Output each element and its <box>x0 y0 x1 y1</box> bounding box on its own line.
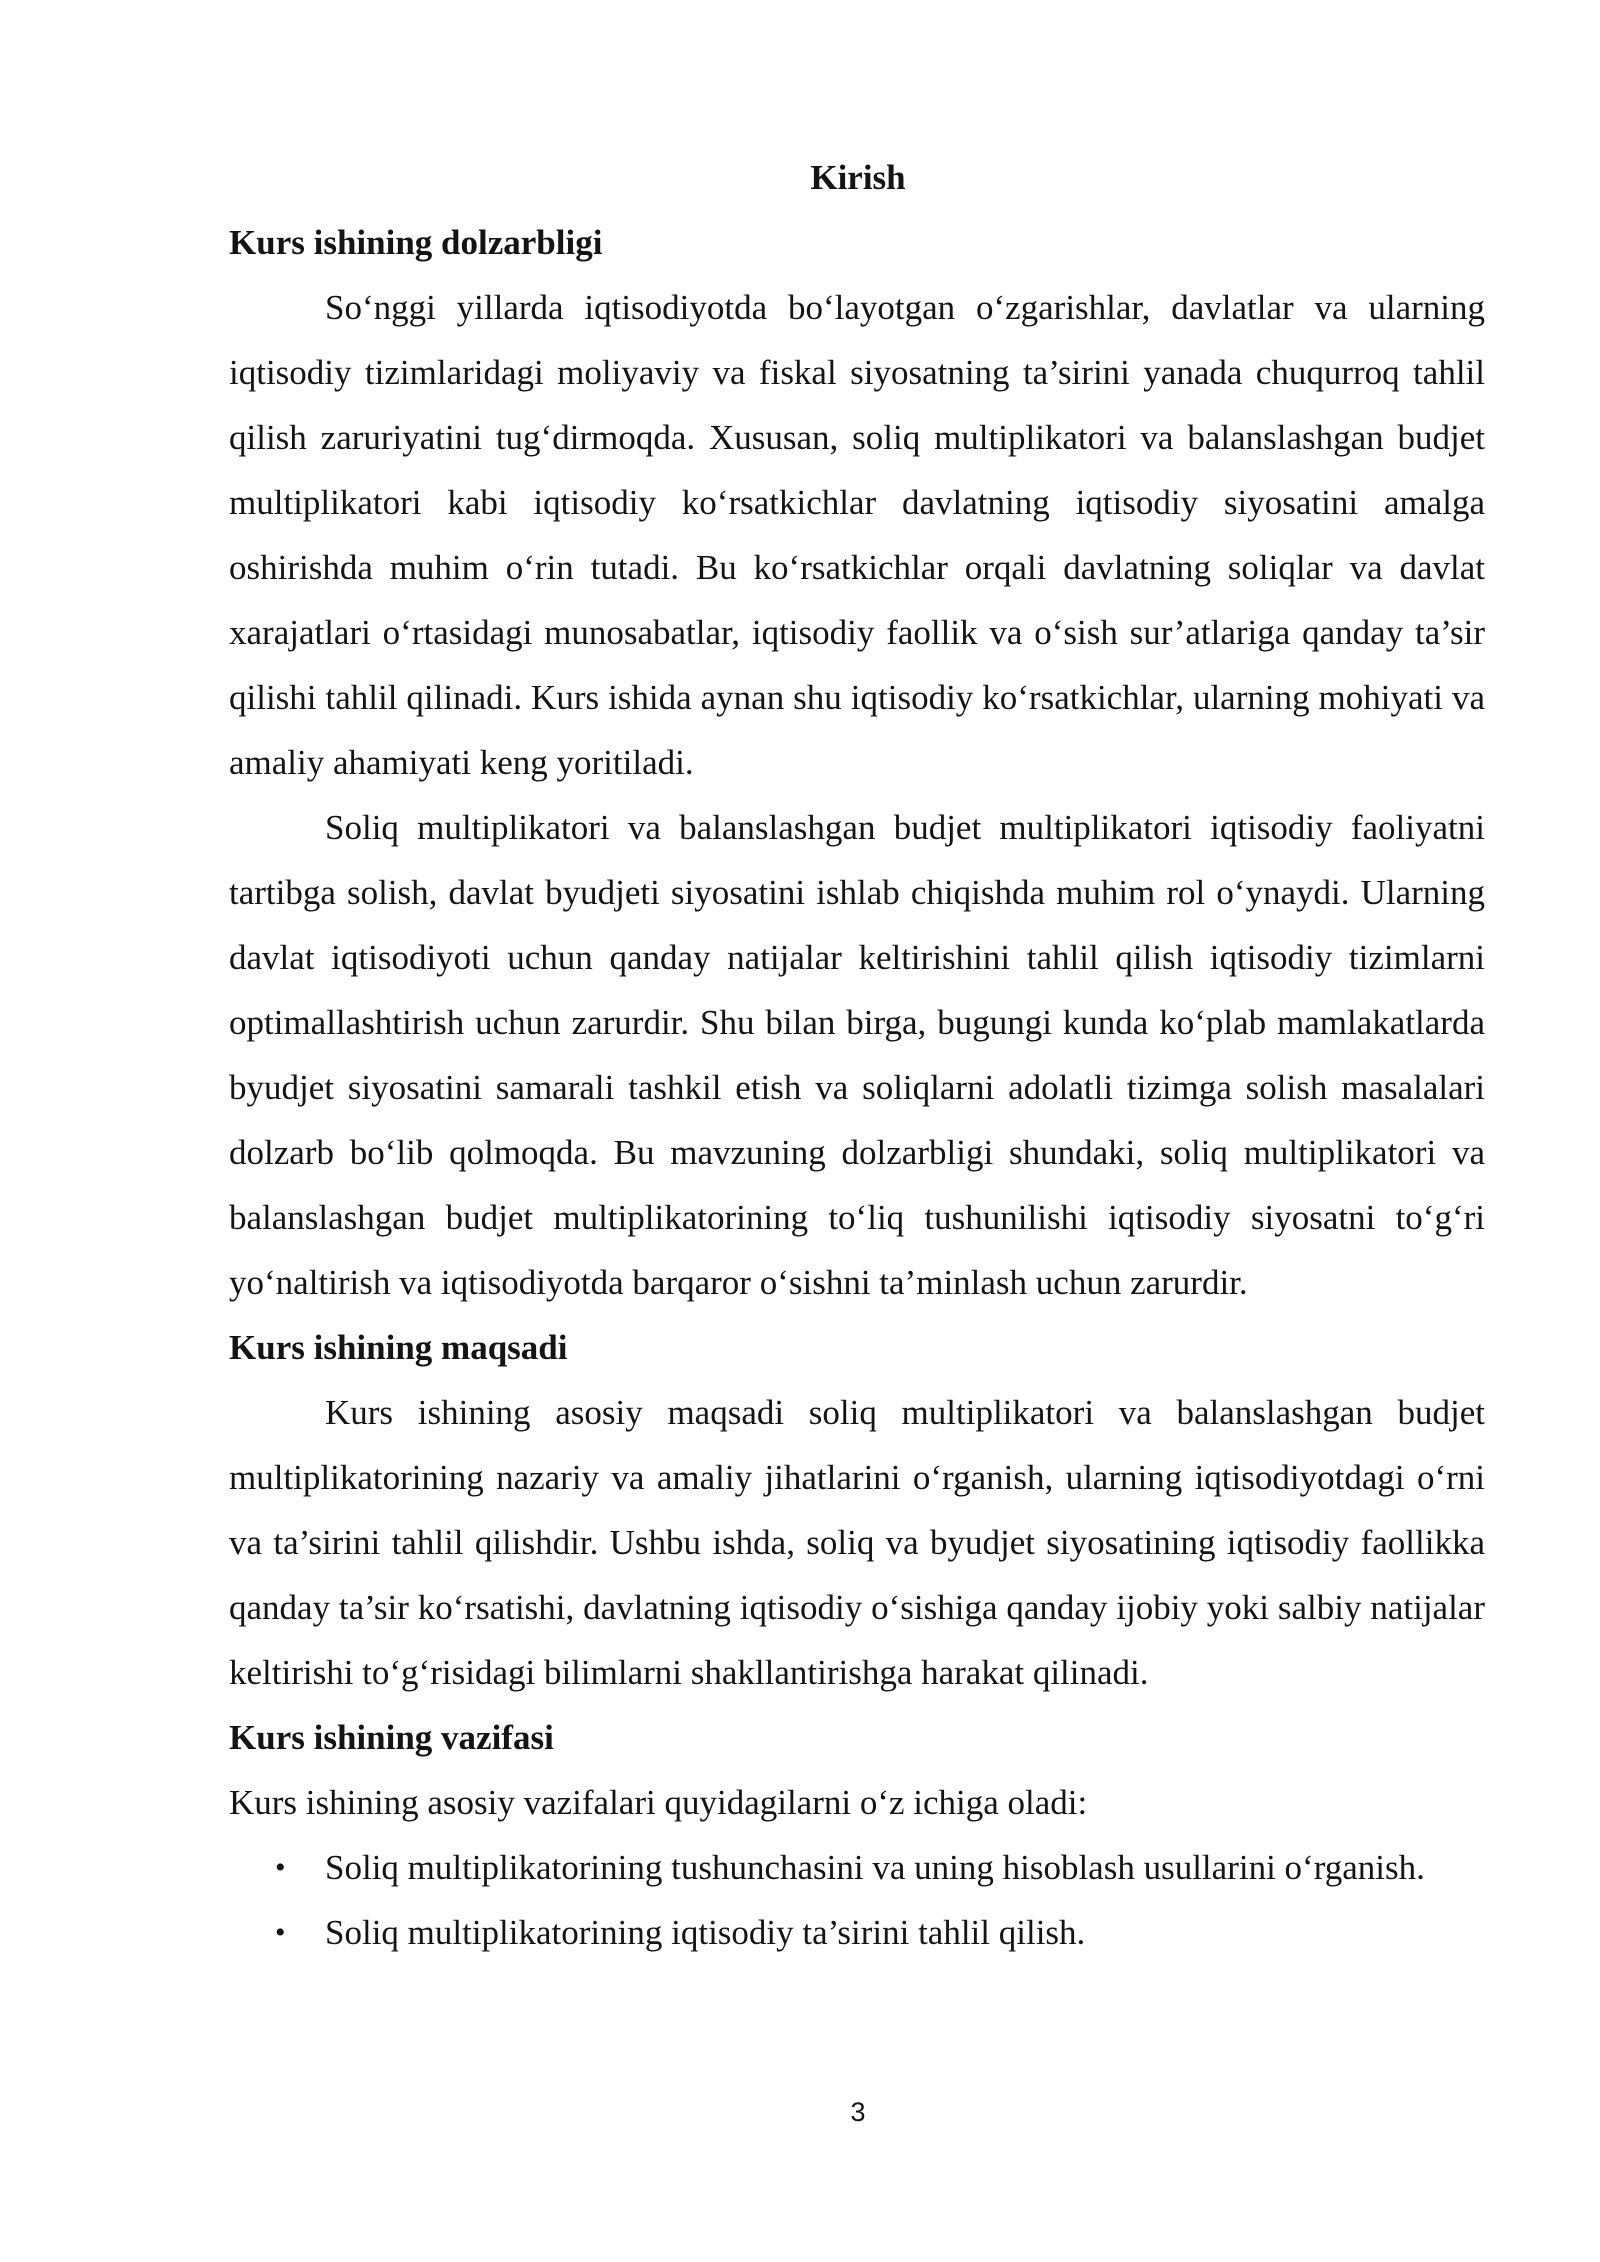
paragraph: Kurs ishining asosiy maqsadi soliq multiplikatori va balanslashgan budjet multiplikatorining nazariy va amaliy jihatlarini o‘rganish, ularning iqtisodiyotdagi o‘rni va ta’sirini tahlil qilishdir. Ushbu ishda, soliq va byudjet siyosatining iqtisodiy faollikka qanday ta’sir ko‘rsatishi, davlatning iqtisodiy o‘sishiga qanday ijobiy yoki salbiy natijalar keltirishi to‘g‘risidagi bilimlarni shakllantirishga harakat qilinadi. <box>229 1393 1485 1692</box>
list-item <box>229 1900 1485 1965</box>
section-heading-relevance: Kurs ishining dolzarbligi <box>229 223 603 262</box>
document-page <box>229 145 1485 1965</box>
bullet-icon: • <box>275 1851 286 1884</box>
section-heading-goal: Kurs ishining maqsadi <box>229 1328 568 1367</box>
section-heading-tasks: Kurs ishining vazifasi <box>229 1718 554 1757</box>
list-item <box>229 1835 1485 1900</box>
tasks-intro: Kurs ishining asosiy vazifalari quyidagilarni o‘z ichiga oladi: <box>229 1783 1088 1822</box>
bullet-icon: • <box>275 1916 286 1949</box>
paragraph: So‘nggi yillarda iqtisodiyotda bo‘layotgan o‘zgarishlar, davlatlar va ularning iqtisodiy tizimlaridagi moliyaviy va fiskal siyosatning ta’sirini yanada chuqurroq tahlil qilish zaruriyatini tug‘dirmoqda. Xususan, soliq multiplikatori va balanslashgan budjet multiplikatori kabi iqtisodiy ko‘rsatkichlar davlatning iqtisodiy siyosatini amalga oshirishda muhim o‘rin tutadi. Bu ko‘rsatkichlar orqali davlatning soliqlar va davlat xarajatlari o‘rtasidagi munosabatlar, iqtisodiy faollik va o‘sish sur’atlariga qanday ta’sir qilishi tahlil qilinadi. Kurs ishida aynan shu iqtisodiy ko‘rsatkichlar, ularning mohiyati va amaliy ahamiyati keng yoritiladi. <box>229 288 1485 782</box>
page-title: Kirish <box>810 158 906 197</box>
paragraph: Soliq multiplikatori va balanslashgan budjet multiplikatori iqtisodiy faoliyatni tartibga solish, davlat byudjeti siyosatini ishlab chiqishda muhim rol o‘ynaydi. Ularning davlat iqtisodiyoti uchun qanday natijalar keltirishini tahlil qilish iqtisodiy tizimlarni optimallashtirish uchun zarurdir. Shu bilan birga, bugungi kunda ko‘plab mamlakatlarda byudjet siyosatini samarali tashkil etish va soliqlarni adolatli tizimga solish masalalari dolzarb bo‘lib qolmoqda. Bu mavzuning dolzarbligi shundaki, soliq multiplikatori va balanslashgan budjet multiplikatorining to‘liq tushunilishi iqtisodiy siyosatni to‘g‘ri yo‘naltirish va iqtisodiyotda barqaror o‘sishni ta’minlash uchun zarurdir. <box>229 808 1485 1302</box>
tasks-list <box>229 1835 1485 1965</box>
list-item-text: Soliq multiplikatorining tushunchasini va uning hisoblash usullarini o‘rganish. <box>325 1848 1425 1887</box>
page-number: 3 <box>850 2097 866 2127</box>
list-item-text: Soliq multiplikatorining iqtisodiy ta’sirini tahlil qilish. <box>325 1913 1086 1952</box>
